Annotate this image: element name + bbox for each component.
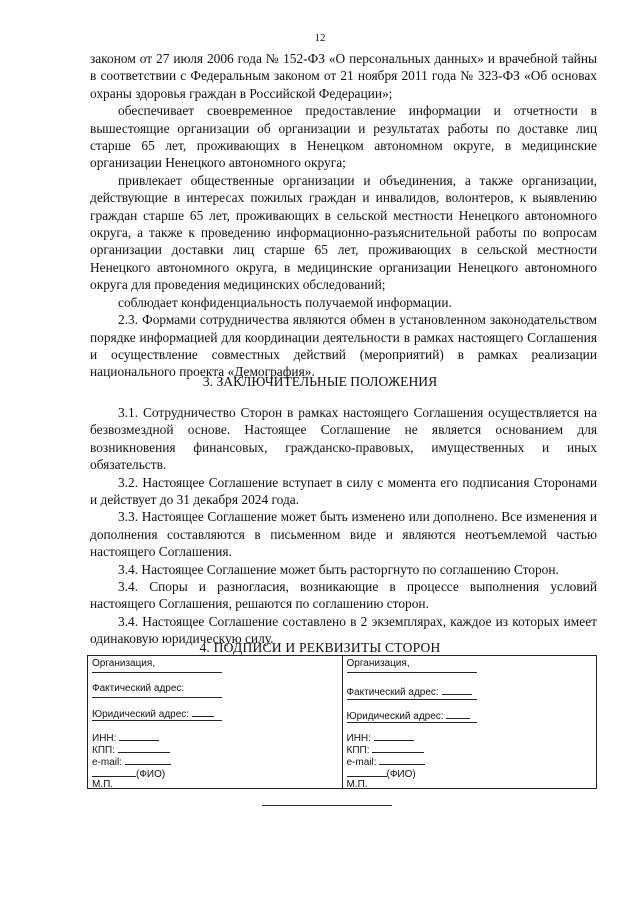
org-label: Организация,: [346, 658, 410, 669]
email-label: e-mail:: [92, 757, 123, 768]
clause-3-4c: 3.4. Настоящее Соглашение составлено в 2 экземплярах, каждое из которых имеет одинаковую юридическую силу.: [90, 613, 597, 647]
legal-address-label: Юридический адрес:: [346, 711, 444, 722]
kpp-label: КПП:: [92, 745, 115, 756]
org-label: Организация,: [92, 658, 156, 669]
org-line: [347, 672, 477, 673]
page-number: 12: [314, 32, 326, 44]
kpp-field: [118, 743, 170, 753]
paragraph: привлекает общественные организации и объединения, а также организации, действующие в интересах пожилых граждан и инвалидов, волонтеров, к выявлению граждан старше 65 лет, проживающих в сельской местности Ненецкого автономного округа, а также к проведению информационно-разъяснительной работы по вопросам организации доставки лиц старше 65 лет, проживающих в сельской местности Ненецкого автономного округа, в медицинские организации Ненецкого автономного округа для проведения медицинских обследований;: [90, 172, 597, 293]
section-3-body: [90, 404, 597, 648]
mp-label: М.П.: [92, 779, 114, 790]
party-left-cell: [88, 656, 343, 789]
email-label: e-mail:: [346, 757, 377, 768]
inn-field: [119, 731, 159, 741]
kpp-field: [372, 743, 424, 753]
clause-3-2: 3.2. Настоящее Соглашение вступает в силу с момента его подписания Сторонами и действует до 31 декабря 2024 года.: [90, 474, 597, 508]
legal-address-field: [192, 707, 214, 717]
fact-address-line: [92, 697, 222, 698]
clause-2-3: 2.3. Формами сотрудничества являются обмен в установленном законодательством порядке информацией для координации деятельности в рамках настоящего Соглашения и осуществление совместных действий (мероприятий) в рамках реализации национального проекта «Демография».: [90, 312, 597, 380]
signature-field: [92, 767, 136, 777]
fact-address-label: Фактический адрес:: [346, 687, 439, 698]
fact-address-line: [347, 699, 477, 700]
signatures-table: [87, 655, 597, 789]
email-field: [125, 755, 171, 765]
fio-label: (ФИО): [136, 769, 166, 780]
legal-address-line: [347, 722, 477, 723]
clause-3-1: 3.1. Сотрудничество Сторон в рамках настоящего Соглашения осуществляется на безвозмездной основе. Настоящее Соглашение не является основанием для возникновения финансовых, гражданско-правовых, имущественных и иных обязательств.: [90, 405, 597, 473]
kpp-label: КПП:: [346, 745, 370, 756]
legal-address-label: Юридический адрес:: [92, 709, 190, 720]
closing-rule: [262, 805, 392, 806]
signature-field: [347, 767, 387, 777]
clause-3-4b: 3.4. Споры и разногласия, возникающие в процессе выполнения условий настоящего Соглашения, решаются по соглашению сторон.: [90, 579, 597, 612]
section-2-continuation: [90, 50, 597, 381]
paragraph: законом от 27 июля 2006 года № 152-ФЗ «О персональных данных» и врачебной тайны в соответствии с Федеральным законом от 21 ноября 2011 года № 323-ФЗ «Об основах охраны здоровья граждан в Российской Федерации»;: [90, 51, 597, 101]
paragraph: обеспечивает своевременное предоставление информации и отчетности в вышестоящие организации об организации и результатах работы по доставке лиц старше 65 лет, проживающих в Ненецком автономном округе, в медицинские организации Ненецкого автономного округа;: [90, 103, 597, 171]
legal-address-line: [92, 720, 222, 721]
mp-label: М.П.: [346, 779, 368, 790]
fact-address-field: [442, 685, 472, 695]
email-field: [379, 755, 425, 765]
party-right-cell: [342, 656, 597, 789]
fio-label: (ФИО): [386, 769, 416, 780]
section-3-title: 3. ЗАКЛЮЧИТЕЛЬНЫЕ ПОЛОЖЕНИЯ: [202, 374, 438, 389]
inn-label: ИНН:: [346, 733, 371, 744]
legal-address-field: [446, 709, 470, 719]
inn-field: [374, 731, 414, 741]
clause-3-3: 3.3. Настоящее Соглашение может быть изменено или дополнено. Все изменения и дополнения составляются в письменном виде и являются неотъемлемой частью настоящего Соглашения.: [90, 509, 597, 560]
inn-label: ИНН:: [92, 733, 117, 744]
org-line: [92, 672, 222, 673]
section-4-title: 4. ПОДПИСИ И РЕКВИЗИТЫ СТОРОН: [199, 640, 441, 655]
paragraph: соблюдает конфиденциальность получаемой информации.: [118, 294, 452, 310]
fact-address-label: Фактический адрес:: [92, 683, 185, 694]
clause-3-4a: 3.4. Настоящее Соглашение может быть расторгнуто по соглашению Сторон.: [118, 561, 559, 577]
